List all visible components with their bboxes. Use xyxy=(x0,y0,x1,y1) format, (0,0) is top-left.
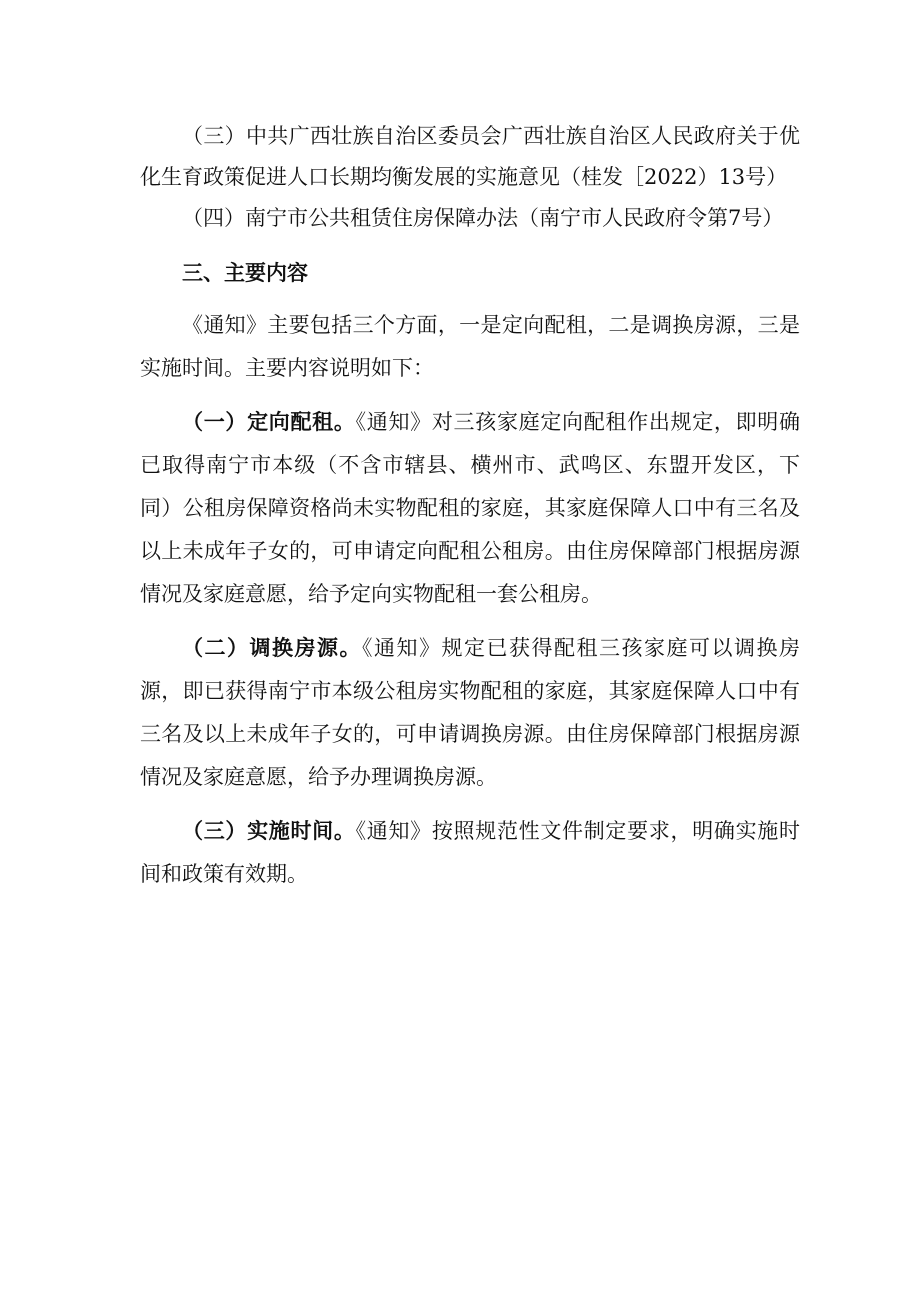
intro-paragraph: 《通知》主要包括三个方面，一是定向配租，二是调换房源，三是实施时间。主要内容说明如下： xyxy=(140,313,800,380)
item-lead: （二）调换房源。 xyxy=(182,635,362,660)
item-text: 《通知》按照规范性文件制定要求，明确实施时间和政策有效期。 xyxy=(140,819,801,886)
item-directed-allocation xyxy=(140,400,800,616)
document-body xyxy=(140,116,800,896)
item-housing-exchange xyxy=(140,626,800,799)
item-lead: （三）实施时间。 xyxy=(182,818,356,843)
item-lead: （一）定向配租。 xyxy=(182,409,356,434)
item-text: 《通知》对三孩家庭定向配租作出规定，即明确已取得南宁市本级（不含市辖县、横州市、武鸣区、东盟开发区，下同）公租房保障资格尚未实物配租的家庭，其家庭保障人口中有三名及以上未成年子女的，可申请定向配租公租房。由住房保障部门根据房源情况及家庭意愿，给予定向实物配租一套公租房。 xyxy=(140,410,801,606)
item-text: 《通知》规定已获得配租三孩家庭可以调换房源，即已获得南宁市本级公租房实物配租的家庭，其家庭保障人口中有三名及以上未成年子女的，可申请调换房源。由住房保障部门根据房源情况及家庭意愿，给予办理调换房源。 xyxy=(140,636,800,789)
section-heading: 三、主要内容 xyxy=(182,260,308,285)
basis-item-4: （四）南宁市公共租赁住房保障办法（南宁市人民政府令第7号） xyxy=(182,206,784,230)
basis-item-3: （三）中共广西壮族自治区委员会广西壮族自治区人民政府关于优化生育政策促进人口长期均衡发展的实施意见（桂发［2022）13号） xyxy=(140,124,800,189)
item-implementation-time xyxy=(140,809,800,896)
